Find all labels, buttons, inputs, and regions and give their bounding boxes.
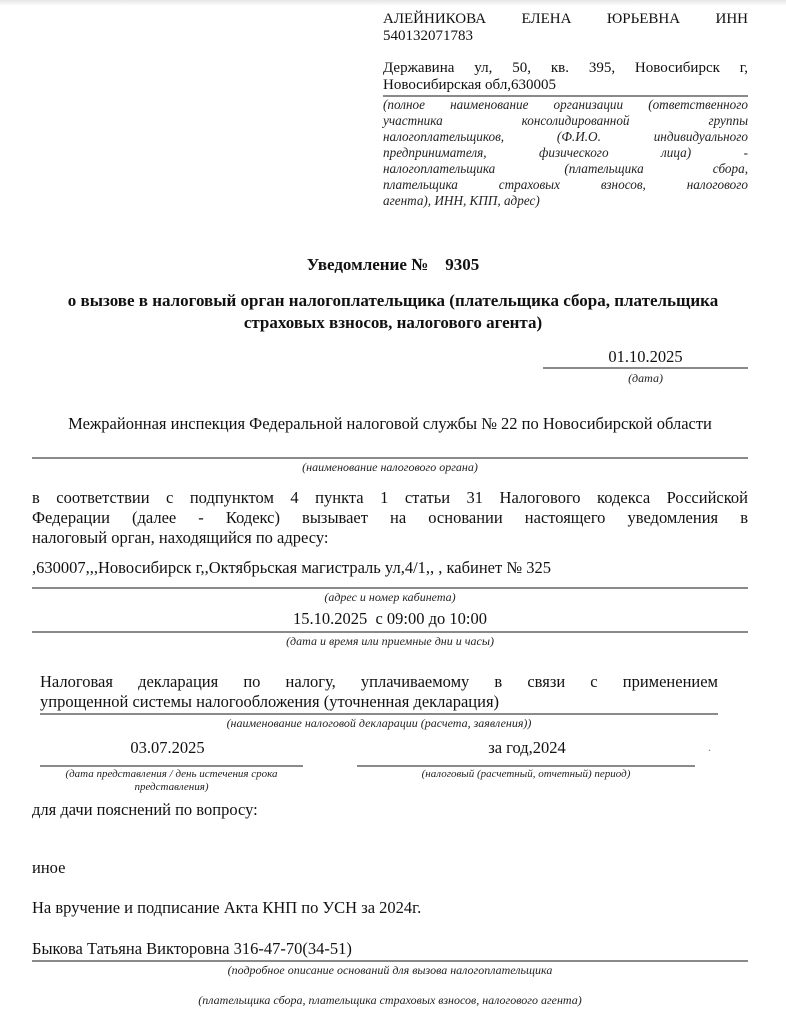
authority-underline	[32, 457, 748, 459]
basis-line: в соответствии с подпунктом 4 пункта 1 статьи 31 Налогового кодекса Российской	[32, 488, 748, 507]
reason-caption: (подробное описание оснований для вызова налогоплательщика	[227, 963, 553, 977]
caption-line: налогоплательщика (плательщика сбора,	[383, 161, 748, 176]
page-top-shadow	[0, 0, 786, 6]
caption-line: налогоплательщиков, (Ф.И.О. индивидуального	[383, 129, 748, 144]
declaration-underline	[40, 713, 718, 715]
office-underline	[32, 587, 748, 589]
office-caption: (адрес и номер кабинета)	[324, 590, 456, 604]
tax-period-caption: (налоговый (расчетный, отчетный) период)	[421, 768, 631, 780]
reason-underline	[32, 960, 748, 962]
date-underline	[543, 367, 748, 369]
declaration-caption: (наименование налоговой декларации (расчета, заявления))	[226, 716, 532, 730]
tax-authority-name: Межрайонная инспекция Федеральной налоговой службы № 22 по Новосибирской области	[68, 414, 712, 433]
recipient-caption	[383, 97, 748, 209]
caption-line: участника консолидированной группы	[383, 113, 748, 128]
recipient-name	[383, 11, 748, 45]
declaration-name	[40, 672, 718, 712]
basis-line: налоговый орган, находящийся по адресу:	[32, 528, 329, 547]
visit-datetime: 15.10.2025 с 09:00 до 10:00	[292, 609, 487, 628]
visit-caption: (дата и время или приемные дни и часы)	[286, 634, 494, 648]
reason-caption-continued: (плательщика сбора, плательщика страховых взносов, налогового агента)	[198, 993, 582, 1007]
tax-period-underline	[357, 765, 695, 767]
submission-date: 03.07.2025	[130, 738, 205, 757]
trailing-mark: .	[708, 740, 711, 754]
caption-line: (полное наименование организации (ответственного	[383, 97, 748, 112]
declaration-line: Налоговая декларация по налогу, уплачиваемому в связи с применением	[40, 672, 718, 691]
caption-line: плательщика страховых взносов, налогового	[383, 177, 748, 192]
recipient-address-line: Державина ул, 50, кв. 395, Новосибирск г,	[383, 60, 748, 76]
submission-date-caption: (дата представления / день истечения срока представления)	[65, 768, 278, 793]
tax-period: за год,2024	[488, 738, 566, 757]
office-address: ,630007,,,Новосибирск г,,Октябрьская магистраль ул,4/1,, , кабинет № 325	[32, 558, 551, 577]
caption-line: предпринимателя, физического лица) -	[383, 145, 748, 160]
reason-type: иное	[32, 858, 66, 877]
reason-purpose: На вручение и подписание Акта КНП по УСН за 2024г.	[32, 898, 422, 917]
notice-date: 01.10.2025	[608, 347, 683, 366]
submission-date-underline	[40, 765, 303, 767]
authority-caption: (наименование налогового органа)	[302, 460, 478, 474]
recipient-inn: 540132071783	[383, 28, 473, 44]
basis-line: Федерации (далее - Кодекс) вызывает на основании настоящего уведомления в	[32, 508, 748, 527]
contact-person: Быкова Татьяна Викторовна 316-47-70(34-51)	[32, 939, 352, 958]
recipient-address	[383, 60, 748, 94]
reason-intro: для дачи пояснений по вопросу:	[32, 800, 258, 819]
visit-underline	[32, 631, 748, 633]
recipient-address-line: Новосибирская обл,630005	[383, 77, 557, 93]
legal-basis-text	[32, 488, 748, 548]
declaration-line: упрощенной системы налогообложения (уточненная декларация)	[40, 692, 500, 711]
date-caption: (дата)	[628, 371, 663, 385]
notice-title: Уведомление № 9305	[306, 255, 480, 274]
recipient-name-line: АЛЕЙНИКОВА ЕЛЕНА ЮРЬЕВНА ИНН	[383, 11, 748, 27]
caption-line: агента), ИНН, КПП, адрес)	[383, 193, 540, 208]
notice-subtitle: о вызове в налоговый орган налогоплательщика (плательщика сбора, плательщика страховых взносов, налогового агента)	[67, 291, 719, 332]
